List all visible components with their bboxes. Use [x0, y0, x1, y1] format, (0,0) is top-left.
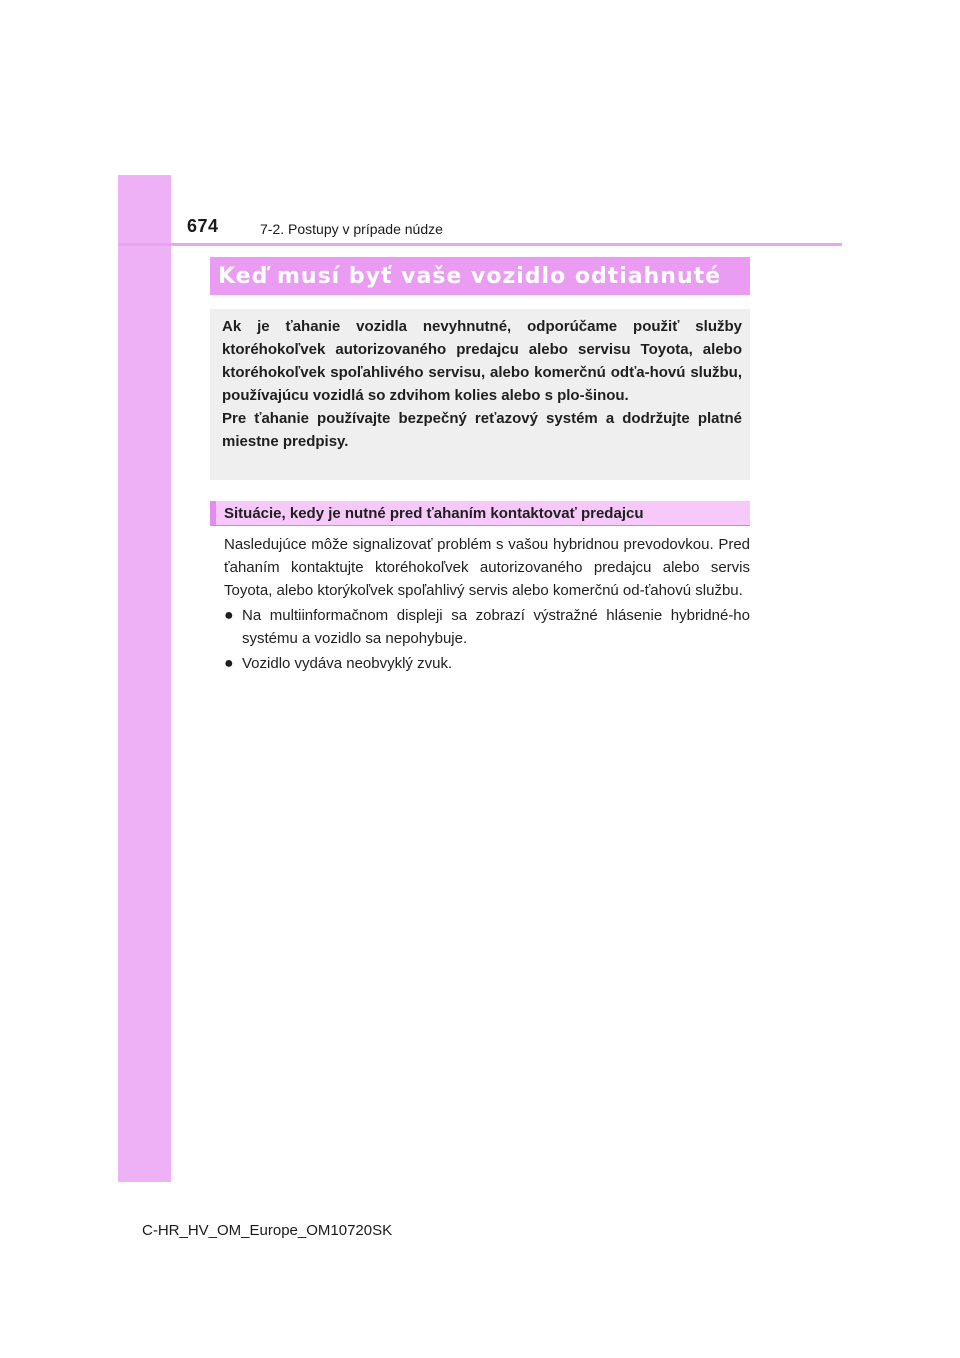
- intro-paragraph: Pre ťahanie používajte bezpečný reťazový systém a dodržujte platné miestne predpisy.: [222, 410, 742, 450]
- sub-heading: [210, 501, 750, 526]
- chapter-sidebar-tab: [118, 175, 171, 1182]
- list-item-text: Vozidlo vydáva neobvyklý zvuk.: [242, 655, 453, 672]
- intro-paragraph: Ak je ťahanie vozidla nevyhnutné, odporúčame použiť služby ktoréhokoľvek autorizovaného predajcu alebo servisu Toyota, alebo ktoréhokoľvek spoľahlivého servisu, alebo komerčnú odťa-hovú službu, používajúcu vozidlá so zdvihom kolies alebo s plo-šinou.: [222, 318, 742, 404]
- list-item: [224, 652, 750, 675]
- body-paragraph: Nasledujúce môže signalizovať problém s vašou hybridnou prevodovkou. Pred ťahaním kontaktujte ktoréhokoľvek autorizovaného predajcu alebo servis Toyota, alebo ktorýkoľvek spoľahlivý servis alebo komerčnú od-ťahovú službu.: [224, 536, 750, 599]
- sub-heading-text: Situácie, kedy je nutné pred ťahaním kontaktovať predajcu: [224, 504, 644, 522]
- section-title: 7-2. Postupy v prípade núdze: [260, 221, 443, 237]
- body-section: [224, 533, 750, 675]
- list-item: [224, 604, 750, 650]
- main-heading-text: Keď musí byť vaše vozidlo odtiahnuté: [218, 263, 722, 289]
- bullet-icon: ●: [224, 607, 234, 624]
- page-number: 674: [187, 216, 219, 236]
- header-divider: [118, 243, 842, 246]
- document-footer: C-HR_HV_OM_Europe_OM10720SK: [142, 1222, 393, 1239]
- bullet-icon: ●: [224, 655, 234, 672]
- intro-box: [210, 309, 750, 480]
- list-item-text: Na multiinformačnom displeji sa zobrazí výstražné hlásenie hybridné-ho systému a vozidlo sa nepohybuje.: [242, 607, 750, 647]
- main-heading: [210, 257, 750, 295]
